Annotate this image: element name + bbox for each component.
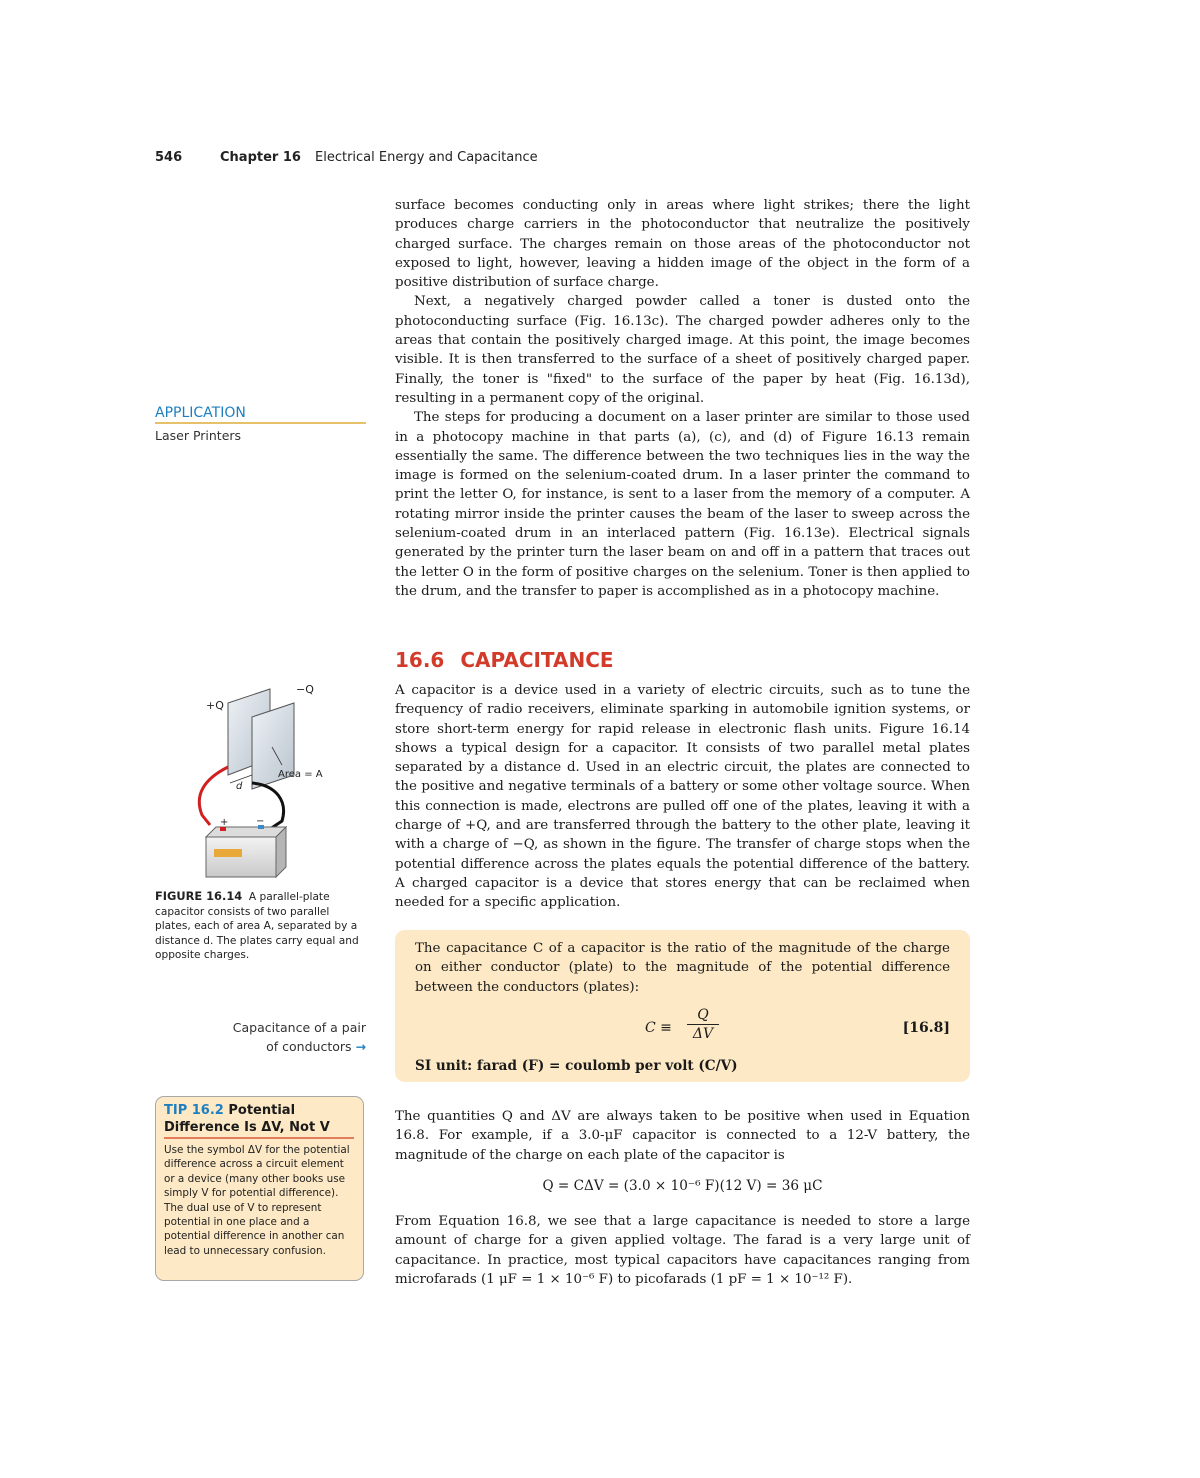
- margin-note-line2: of conductors: [266, 1039, 352, 1054]
- label-plus-q: +Q: [206, 699, 224, 712]
- body-text-final: [395, 1212, 970, 1289]
- chapter-label: Chapter 16: [220, 150, 301, 165]
- paragraph: Next, a negatively charged powder called a toner is dusted onto the photoconducting surface (Fig. 16.13c). The charged powder adheres only to the areas that contain the positively charged image. At this point, the image becomes visible. It is then transferred to the surface of a sheet of positively charged paper. Finally, the toner is "fixed" to the surface of the paper by heat (Fig. 16.13d), resulting in a permanent copy of the original.: [395, 294, 970, 406]
- tip-heading: Potential Difference Is ΔV, Not V: [164, 1103, 330, 1135]
- paragraph: surface becomes conducting only in areas where light strikes; there the light produces charge carriers in the photoconductor that neutralize the positively charged surface. The charges remain on those areas of the photoconductor not exposed to light, however, leaving a hidden image of the object in the form of a positive distribution of surface charge.: [395, 198, 970, 291]
- label-minus: −: [256, 816, 265, 827]
- application-label: APPLICATION: [155, 405, 366, 424]
- section-heading: [395, 648, 614, 672]
- body-text-capacitance: [395, 681, 970, 913]
- application-title: Laser Printers: [155, 428, 242, 443]
- equation-lhs: C ≡: [645, 1020, 672, 1036]
- si-unit: SI unit: farad (F) = coulomb per volt (C/V): [415, 1058, 738, 1074]
- tip-title: [164, 1102, 354, 1139]
- paragraph: A capacitor is a device used in a variety of electric circuits, such as to tune the frequency of radio receivers, eliminate sparking in automobile ignition systems, or store short-term energy for rapid release in electronic flash units. Figure 16.14 shows a typical design for a capacitor. It consists of two parallel metal plates separated by a distance d. Used in an electric circuit, the plates are connected to the positive and negative terminals of a battery or some other voltage source. When this connection is made, electrons are pulled off one of the plates, leaving it with a charge of +Q, and are transferred through the battery to the other plate, leaving it with a charge of −Q, as shown in the figure. The transfer of charge stops when the potential difference across the plates equals the potential difference of the battery. A charged capacitor is a device that stores energy that can be reclaimed when needed for a specific application.: [395, 683, 970, 911]
- label-minus-q: −Q: [296, 683, 314, 696]
- equation-denominator: ΔV: [692, 1026, 714, 1042]
- section-title: CAPACITANCE: [460, 648, 614, 672]
- tip-box: [155, 1096, 364, 1281]
- label-plus: +: [220, 817, 229, 828]
- figure-caption: [155, 889, 367, 963]
- label-area: Area = A: [278, 769, 323, 780]
- margin-note: [155, 1018, 366, 1056]
- tip-body: Use the symbol ΔV for the potential difference across a circuit element or a device (many other books use simply V for potential difference). The dual use of V to represent potential in one place and a potential difference in another can lead to unnecessary confusion.: [164, 1144, 350, 1257]
- capacitor-figure: [190, 675, 330, 885]
- running-head: [155, 150, 538, 165]
- figure-label: FIGURE 16.14: [155, 889, 243, 903]
- equation-fraction: [687, 1006, 719, 1043]
- definition-box: [395, 930, 970, 1082]
- chapter-title: Electrical Energy and Capacitance: [315, 150, 538, 165]
- label-d: d: [236, 781, 243, 792]
- tip-number: TIP 16.2: [164, 1103, 224, 1118]
- paragraph: The steps for producing a document on a laser printer are similar to those used in a photocopy machine in that parts (a), (c), and (d) of Figure 16.13 remain essentially the same. The difference between the two techniques lies in the way the image is formed on the selenium-coated drum. In a laser printer the command to print the letter O, for instance, is sent to a laser from the memory of a computer. A rotating mirror inside the printer causes the beam of the laser to sweep across the selenium-coated drum in an interlaced pattern (Fig. 16.13e). Electrical signals generated by the printer turn the laser beam on and off in a pattern that traces out the letter O in the form of positive charges on the selenium. Toner is then applied to the drum, and the transfer to paper is accomplished as in a photocopy machine.: [395, 410, 970, 599]
- equation-number: [16.8]: [902, 1020, 950, 1036]
- margin-note-line1: Capacitance of a pair: [232, 1020, 366, 1035]
- page-number: 546: [155, 150, 183, 165]
- battery-label-stripe: [214, 849, 242, 857]
- battery-top: [206, 827, 286, 837]
- equation-numerator: Q: [687, 1006, 719, 1025]
- body-text-example: [395, 1107, 970, 1165]
- arrow-right-icon: →: [355, 1039, 366, 1054]
- paragraph: From Equation 16.8, we see that a large capacitance is needed to store a large amount of charge for a given applied voltage. The farad is a very large unit of capacitance. In practice, most typical capacitors have capacitances ranging from microfarads (1 μF = 1 × 10⁻⁶ F) to picofarads (1 pF = 1 × 10⁻¹² F).: [395, 1214, 970, 1287]
- body-text-top: [395, 196, 970, 601]
- example-equation: Q = CΔV = (3.0 × 10⁻⁶ F)(12 V) = 36 μC: [542, 1178, 823, 1194]
- paragraph: The quantities Q and ΔV are always taken to be positive when used in Equation 16.8. For example, if a 3.0-μF capacitor is connected to a 12-V battery, the magnitude of the charge on each plate of the capacitor is: [395, 1109, 970, 1163]
- figure-caption-text: A parallel-plate capacitor consists of two parallel plates, each of area A, separated by a distance d. The plates carry equal and opposite charges.: [155, 891, 359, 961]
- definition-text: The capacitance C of a capacitor is the ratio of the magnitude of the charge on either conductor (plate) to the magnitude of the potential difference between the conductors (plates):: [415, 941, 950, 995]
- section-number: 16.6: [395, 648, 445, 672]
